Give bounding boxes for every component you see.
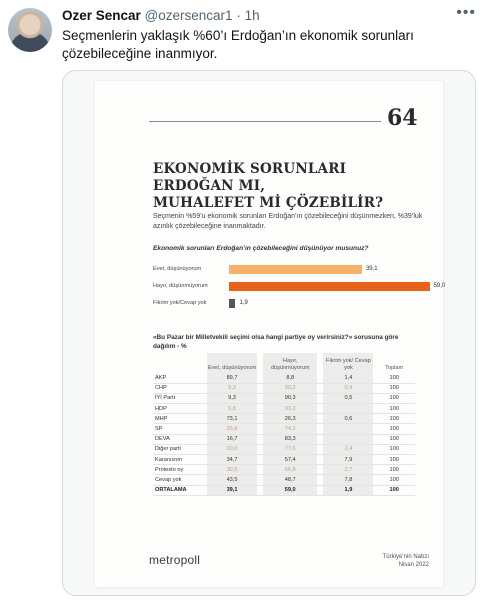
- party-cell: CHP: [153, 383, 207, 393]
- headline-line-1: EKONOMİK SORUNLARI ERDOĞAN MI,: [153, 161, 347, 194]
- toplam-cell: 100: [373, 373, 415, 383]
- separator: ·: [236, 8, 241, 23]
- fikrim-cell: 7,9: [323, 455, 373, 465]
- hayir-cell: 77,6: [263, 444, 317, 454]
- table-row: [153, 424, 415, 434]
- bar-row: [153, 282, 446, 292]
- toplam-cell: 100: [373, 414, 415, 424]
- toplam-cell: 100: [373, 485, 415, 495]
- tweet-text: Seçmenlerin yaklaşık %60’ı Erdoğan’ın ekonomik sorunları çözebileceğine inanmıyor.: [62, 28, 414, 61]
- avatar[interactable]: [8, 8, 52, 52]
- toplam-cell: 100: [373, 393, 415, 403]
- party-cell: DEVA: [153, 434, 207, 444]
- table-row: [153, 475, 415, 485]
- party-cell: HDP: [153, 404, 207, 414]
- hayir-cell: 66,8: [263, 465, 317, 475]
- evet-cell: 25,8: [207, 424, 257, 434]
- fikrim-cell: 1,9: [323, 485, 373, 495]
- header-fikrim: Fikrim yok/ Cevap yok: [323, 353, 373, 373]
- fikrim-cell: 0,5: [323, 393, 373, 403]
- source-line-2: Nisan 2022: [398, 562, 429, 568]
- hayir-cell: 90,2: [263, 383, 317, 393]
- evet-cell: 9,3: [207, 393, 257, 403]
- evet-cell: 6,8: [207, 404, 257, 414]
- bar-value-label: 59,0: [433, 283, 446, 289]
- fikrim-cell: 0,4: [323, 383, 373, 393]
- fikrim-cell: 0,6: [323, 414, 373, 424]
- table-row: [153, 404, 415, 414]
- page-headline: [153, 161, 423, 212]
- bar-value-label: 1,9: [239, 300, 248, 306]
- evet-cell: 39,1: [207, 485, 257, 495]
- fikrim-cell: [323, 434, 373, 444]
- header-rule: [149, 121, 381, 122]
- fikrim-cell: 2,4: [323, 444, 373, 454]
- toplam-cell: 100: [373, 404, 415, 414]
- results-table: [153, 353, 415, 496]
- table-row: [153, 434, 415, 444]
- hayir-cell: 90,3: [263, 393, 317, 403]
- party-cell: SP: [153, 424, 207, 434]
- bar-row: [153, 265, 443, 275]
- party-cell: AKP: [153, 373, 207, 383]
- fikrim-cell: 2,7: [323, 465, 373, 475]
- toplam-cell: 100: [373, 383, 415, 393]
- table-row: [153, 485, 415, 495]
- hayir-cell: 93,2: [263, 404, 317, 414]
- author-name[interactable]: Ozer Sencar: [62, 8, 141, 23]
- header-hayir: Hayır, düşünmüyorum: [263, 353, 317, 373]
- fikrim-cell: [323, 404, 373, 414]
- bar-label: Evet, düşünüyorum: [153, 266, 202, 272]
- bar-label: Hayır, düşünmüyorum: [153, 283, 208, 289]
- table-row: [153, 465, 415, 475]
- hayir-cell: 83,3: [263, 434, 317, 444]
- toplam-cell: 100: [373, 455, 415, 465]
- header-evet: Evet, düşünüyorum: [207, 353, 257, 373]
- evet-cell: 20,0: [207, 444, 257, 454]
- evet-cell: 16,7: [207, 434, 257, 444]
- table-row: [153, 393, 415, 403]
- intro-text: Seçmenin %59’u ekonomik sorunları Erdoğan’ın çözebileceğini düşünmezken, %39’luk azınlık çözebileceğine inanmaktadır.: [153, 213, 423, 230]
- hayir-cell: 74,2: [263, 424, 317, 434]
- party-cell: Kararsızım: [153, 455, 207, 465]
- toplam-cell: 100: [373, 475, 415, 485]
- table-title: «Bu Pazar bir Milletvekili seçimi olsa hangi partiye oy verirsiniz?» sorusuna göre dağılım - %: [153, 334, 399, 350]
- evet-cell: 34,7: [207, 455, 257, 465]
- hayir-cell: 57,4: [263, 455, 317, 465]
- party-cell: ORTALAMA: [153, 485, 207, 495]
- bar-label: Fikrim yok/Cevap yok: [153, 300, 207, 306]
- bar: [229, 282, 430, 291]
- author-handle[interactable]: @ozersencar1: [144, 8, 233, 23]
- evet-cell: 30,5: [207, 465, 257, 475]
- table-row: [153, 444, 415, 454]
- hayir-cell: 59,0: [263, 485, 317, 495]
- bar: [229, 265, 362, 274]
- party-cell: Cevap yok: [153, 475, 207, 485]
- header-toplam: Toplam: [385, 364, 404, 371]
- timestamp[interactable]: 1h: [244, 8, 260, 23]
- toplam-cell: 100: [373, 434, 415, 444]
- party-cell: İYİ Parti: [153, 393, 207, 403]
- table-row: [153, 455, 415, 465]
- evet-cell: 43,5: [207, 475, 257, 485]
- source-note: [339, 553, 429, 569]
- hayir-cell: 26,3: [263, 414, 317, 424]
- tweet-media[interactable]: [62, 70, 476, 596]
- toplam-cell: 100: [373, 465, 415, 475]
- toplam-cell: 100: [373, 424, 415, 434]
- evet-cell: 9,3: [207, 383, 257, 393]
- bar: [229, 299, 235, 308]
- hayir-cell: 8,8: [263, 373, 317, 383]
- hayir-cell: 48,7: [263, 475, 317, 485]
- toplam-cell: 100: [373, 444, 415, 454]
- table-row: [153, 414, 415, 424]
- party-cell: Protesto oy: [153, 465, 207, 475]
- table-row: [153, 373, 415, 383]
- bar-value-label: 39,1: [365, 266, 378, 272]
- metropoll-logo: metropoll: [149, 553, 201, 567]
- party-cell: MHP: [153, 414, 207, 424]
- evet-cell: 89,7: [207, 373, 257, 383]
- survey-question: Ekonomik sorunları Erdoğan’ın çözebileceğini düşünüyor musunuz?: [153, 245, 369, 252]
- party-cell: Diğer parti: [153, 444, 207, 454]
- table-header-row: [153, 353, 415, 373]
- fikrim-cell: 1,4: [323, 373, 373, 383]
- report-page: [95, 81, 446, 587]
- source-line-1: Türkiye’nin Nabzı: [382, 554, 429, 560]
- table-row: [153, 383, 415, 393]
- header-party: [153, 353, 207, 373]
- tweet-header: [62, 8, 476, 26]
- more-options-icon[interactable]: •••: [456, 4, 476, 21]
- evet-cell: 73,1: [207, 414, 257, 424]
- bar-row: [153, 299, 443, 309]
- page-number: 64: [387, 105, 418, 131]
- fikrim-cell: 7,8: [323, 475, 373, 485]
- fikrim-cell: [323, 424, 373, 434]
- headline-line-2: MUHALEFET Mİ ÇÖZEBİLİR?: [153, 195, 384, 211]
